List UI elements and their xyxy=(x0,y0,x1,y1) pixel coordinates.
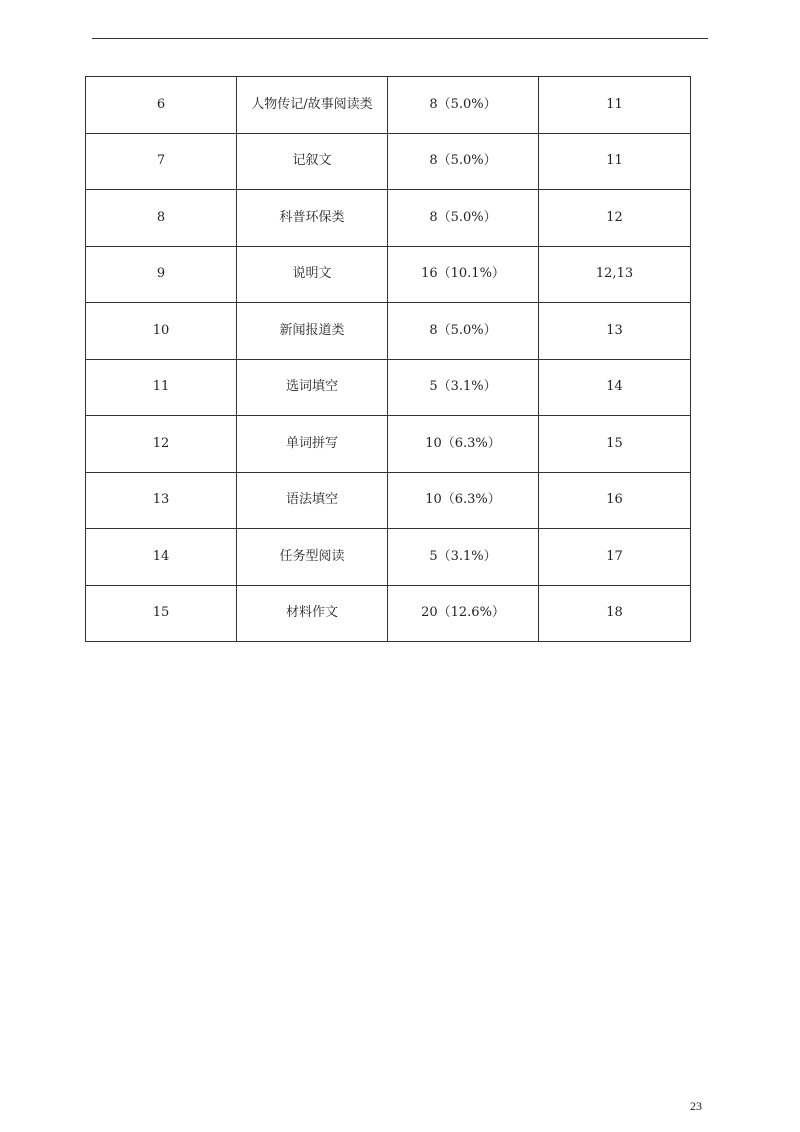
question-number-cell: 12 xyxy=(539,190,691,247)
row-number-cell: 12 xyxy=(86,416,237,473)
question-type-cell: 人物传记/故事阅读类 xyxy=(237,77,388,134)
question-number-cell: 12,13 xyxy=(539,246,691,303)
score-cell: 8（5.0%） xyxy=(388,303,539,360)
question-type-cell: 任务型阅读 xyxy=(237,529,388,586)
row-number-cell: 7 xyxy=(86,133,237,190)
question-number-cell: 15 xyxy=(539,416,691,473)
question-number-cell: 11 xyxy=(539,133,691,190)
question-number-cell: 14 xyxy=(539,359,691,416)
question-type-cell: 选词填空 xyxy=(237,359,388,416)
question-type-cell: 新闻报道类 xyxy=(237,303,388,360)
question-number-cell: 13 xyxy=(539,303,691,360)
question-type-cell: 单词拼写 xyxy=(237,416,388,473)
question-number-cell: 17 xyxy=(539,529,691,586)
table-row xyxy=(86,472,691,529)
question-type-cell: 说明文 xyxy=(237,246,388,303)
score-cell: 10（6.3%） xyxy=(388,472,539,529)
score-cell: 5（3.1%） xyxy=(388,359,539,416)
header-rule xyxy=(92,38,708,39)
table-row xyxy=(86,77,691,134)
table-row xyxy=(86,303,691,360)
data-table xyxy=(85,76,691,642)
question-number-cell: 18 xyxy=(539,585,691,642)
score-cell: 5（3.1%） xyxy=(388,529,539,586)
question-number-cell: 11 xyxy=(539,77,691,134)
row-number-cell: 8 xyxy=(86,190,237,247)
score-cell: 16（10.1%） xyxy=(388,246,539,303)
question-type-cell: 记叙文 xyxy=(237,133,388,190)
page-number: 23 xyxy=(690,1099,702,1113)
table-row xyxy=(86,416,691,473)
question-type-cell: 语法填空 xyxy=(237,472,388,529)
table-row xyxy=(86,190,691,247)
table-row xyxy=(86,359,691,416)
score-cell: 10（6.3%） xyxy=(388,416,539,473)
row-number-cell: 15 xyxy=(86,585,237,642)
score-cell: 8（5.0%） xyxy=(388,133,539,190)
row-number-cell: 10 xyxy=(86,303,237,360)
table-row xyxy=(86,246,691,303)
row-number-cell: 9 xyxy=(86,246,237,303)
table-row xyxy=(86,529,691,586)
row-number-cell: 6 xyxy=(86,77,237,134)
row-number-cell: 11 xyxy=(86,359,237,416)
score-cell: 8（5.0%） xyxy=(388,190,539,247)
question-type-cell: 材料作文 xyxy=(237,585,388,642)
question-type-cell: 科普环保类 xyxy=(237,190,388,247)
table-row xyxy=(86,585,691,642)
score-cell: 20（12.6%） xyxy=(388,585,539,642)
table-row xyxy=(86,133,691,190)
score-cell: 8（5.0%） xyxy=(388,77,539,134)
question-number-cell: 16 xyxy=(539,472,691,529)
row-number-cell: 13 xyxy=(86,472,237,529)
row-number-cell: 14 xyxy=(86,529,237,586)
